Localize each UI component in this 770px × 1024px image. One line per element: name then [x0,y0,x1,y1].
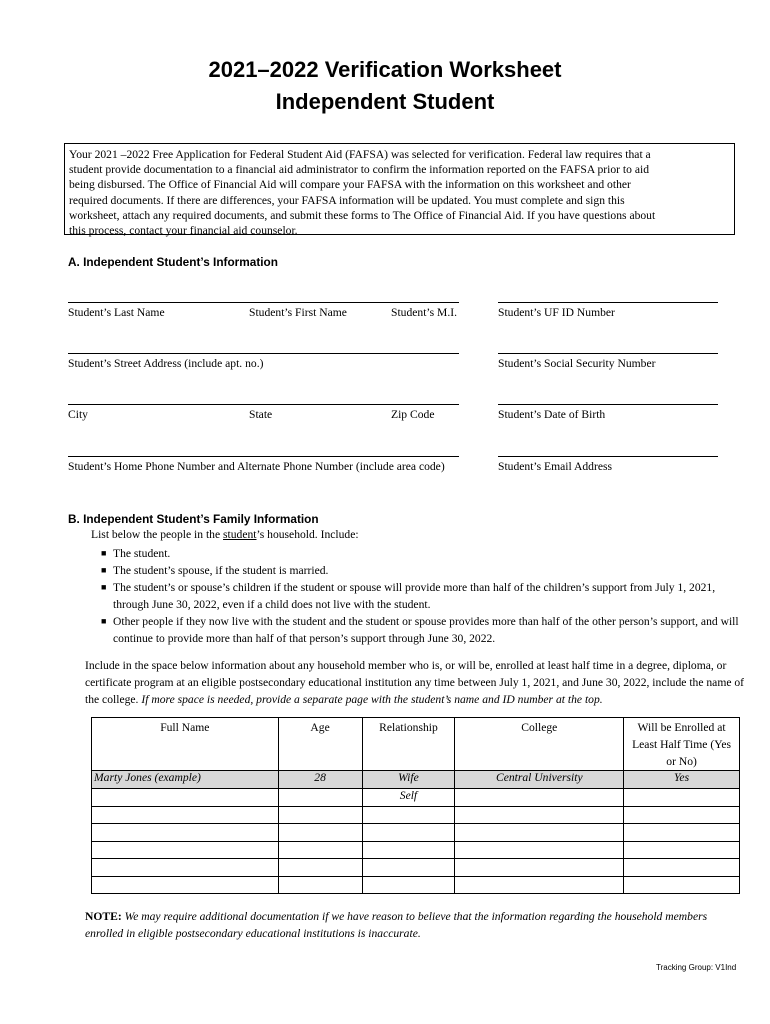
intro-line: this process, contact your financial aid counselor. [69,224,298,238]
bullet-square-icon: ■ [101,548,107,558]
phone-field[interactable] [68,456,459,457]
student-underlined: student [223,528,257,541]
intro-line: student provide documentation to a financial aid administrator to confirm the information reported on the FAFSA prior to aid [69,163,649,177]
bullet-square-icon: ■ [101,565,107,575]
state-label: State [249,408,273,421]
more-space-note: If more space is needed, provide a separate page with the student’s name and ID number at the top. [141,693,603,706]
email-field[interactable] [498,456,718,457]
list-item: ■ The student’s or spouse’s children if the student or spouse will provide more than half of the children’s support from July 1, 2021, through June 30, 2022, even if a child does not live with the student. [101,581,716,611]
household-intro: List below the people in the student’s household. Include: [91,528,359,541]
intro-line: required documents. If there are differences, your FAFSA information will be updated. You must complete and sign this [69,193,625,207]
city-label: City [68,408,88,421]
email-label: Student’s Email Address [498,460,613,473]
list-item: ■ The student. [101,547,171,560]
last-name-label: Student’s Last Name [68,306,165,319]
example-row: Marty Jones (example) 28 Wife Central University Yes [92,771,740,789]
header-relationship: Relationship [362,718,455,771]
ssn-field[interactable] [498,353,718,354]
list-item: ■ The student’s spouse, if the student is married. [101,564,329,577]
intro-line: being disbursed. The Office of Financial Aid will compare your FAFSA with the information on this worksheet and other [69,178,631,192]
table-row [92,824,740,842]
note-paragraph [85,908,745,942]
street-field[interactable] [68,353,459,354]
page-title: 2021–2022 Verification Worksheet [208,57,562,82]
uf-id-field[interactable] [498,302,718,303]
intro-line: worksheet, attach any required documents, and submit these forms to The Office of Financial Aid. If you have questions about [69,208,656,222]
dob-field[interactable] [498,404,718,405]
mi-label: Student’s M.I. [391,306,458,319]
note-text: We may require additional documentation if we have reason to believe that the information regarding the household members enrolled in eligible postsecondary educational institutions is inaccurate. [85,910,708,940]
table-row: Self [92,789,740,807]
street-label: Student’s Street Address (include apt. no.) [68,357,264,370]
city-state-zip-field[interactable] [68,404,459,405]
name-field[interactable] [68,302,459,303]
header-full-name: Full Name [92,718,279,771]
intro-box [64,143,735,238]
first-name-label: Student’s First Name [249,306,347,319]
header-age: Age [278,718,362,771]
enrollment-instructions: Include in the space below information about any household member who is, or will be, enrolled at least half time in a degree, diploma, or certificate program at an eligible postsecondary educational institution any time between July 1, 2021, and June 30, 2022, include the name of the college. If more space is needed, provide a separate page with the student’s name and ID number at the top. [85,659,745,706]
header-enrolled: Will be Enrolled at Least Half Time (Yes or No) [624,718,740,771]
header-college: College [455,718,624,771]
table-row [92,876,740,894]
page-subtitle: Independent Student [275,89,495,114]
bullet-square-icon: ■ [101,616,107,626]
tracking-group: Tracking Group: V1Ind [656,963,737,972]
bullet-square-icon: ■ [101,582,107,592]
table-row [92,841,740,859]
phone-label: Student’s Home Phone Number and Alternate Phone Number (include area code) [68,460,445,473]
zip-label: Zip Code [391,408,435,421]
table-header-row [92,718,740,771]
table-row [92,859,740,877]
household-table [91,717,740,894]
ssn-label: Student’s Social Security Number [498,357,656,370]
intro-line: Your 2021 –2022 Free Application for Federal Student Aid (FAFSA) was selected for verification. Federal law requires that a [69,148,651,161]
uf-id-label: Student’s UF ID Number [498,306,615,319]
household-bullet-list [101,545,741,647]
dob-label: Student’s Date of Birth [498,408,606,421]
list-item: ■ Other people if they now live with the student and the student or spouse provides more than half of the other person’s support, and will continue to provide more than half of that person’s support through June 30, 2022. [101,615,739,645]
section-b-heading: B. Independent Student’s Family Information [68,512,319,526]
note-label: NOTE: [85,910,122,923]
table-row [92,806,740,824]
section-a-heading: A. Independent Student’s Information [68,255,278,269]
